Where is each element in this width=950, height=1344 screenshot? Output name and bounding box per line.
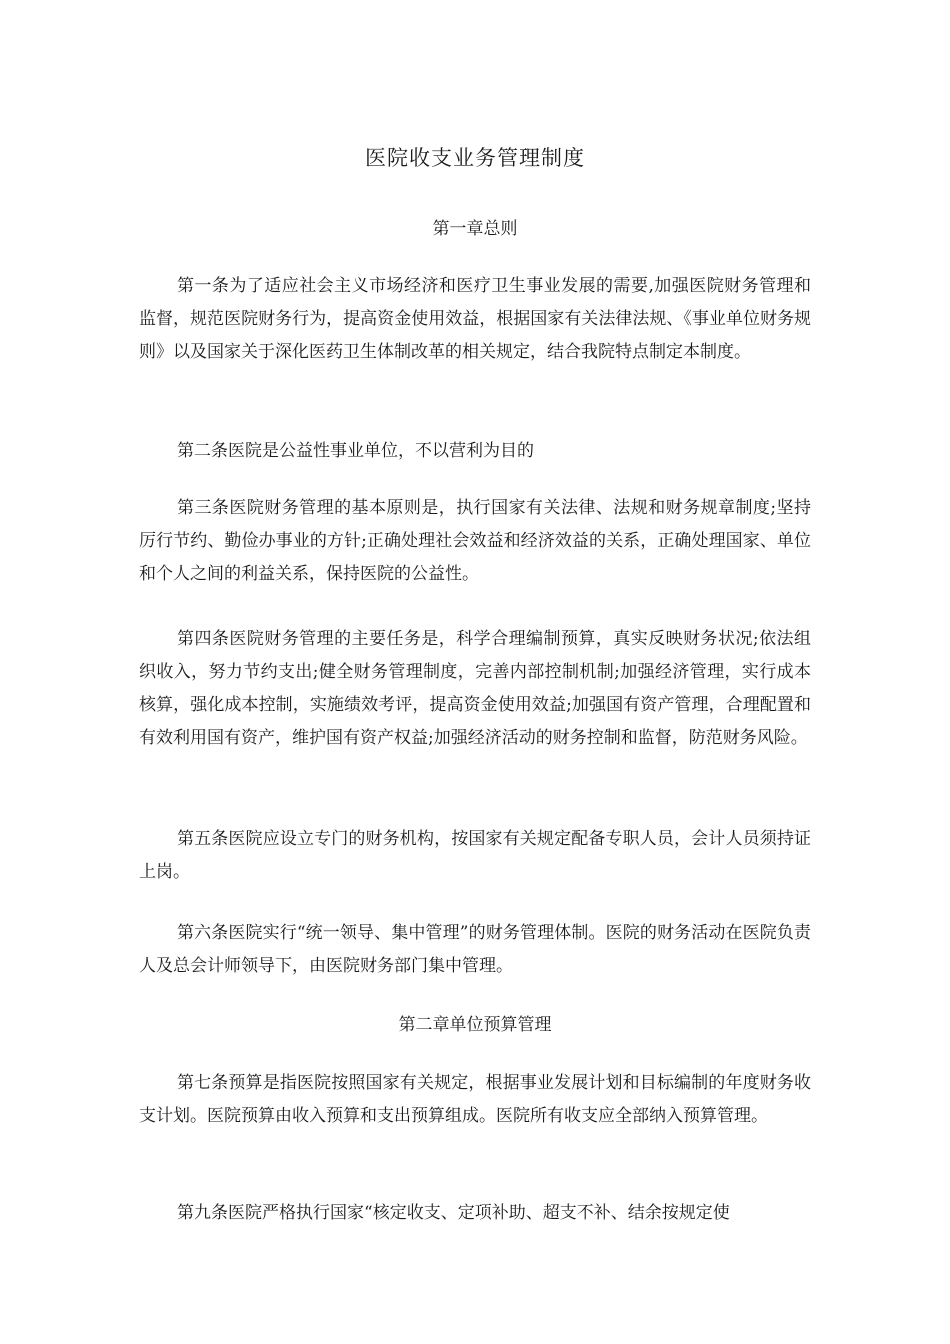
article-3-paragraph: 第三条医院财务管理的基本原则是，执行国家有关法律、法规和财务规章制度;坚持厉行节约、勤俭办事业的方针;正确处理社会效益和经济效益的关系，正确处理国家、单位和个人之间的利益关系，保持医院的公益性。 — [139, 498, 811, 584]
document-title: 医院收支业务管理制度 — [365, 146, 585, 170]
article-7-paragraph: 第七条预算是指医院按照国家有关规定，根据事业发展计划和目标编制的年度财务收支计划。医院预算由收入预算和支出预算组成。医院所有收支应全部纳入预算管理。 — [139, 1073, 811, 1126]
article-2-paragraph: 第二条医院是公益性事业单位，不以营利为目的 — [177, 441, 534, 461]
article-4-paragraph: 第四条医院财务管理的主要任务是，科学合理编制预算，真实反映财务状况;依法组织收入，努力节约支出;健全财务管理制度，完善内部控制机制;加强经济管理，实行成本核算，强化成本控制，实施绩效考评，提高资金使用效益;加强国有资产管理，合理配置和有效利用国有资产，维护国有资产权益;加强经济活动的财务控制和监督，防范财务风险。 — [139, 629, 811, 748]
article-1-paragraph: 第一条为了适应社会主义市场经济和医疗卫生事业发展的需要,加强医院财务管理和监督，规范医院财务行为，提高资金使用效益，根据国家有关法律法规、《事业单位财务规则》以及国家关于深化医药卫生体制改革的相关规定，结合我院特点制定本制度。 — [139, 276, 811, 362]
chapter-heading-2: 第二章单位预算管理 — [398, 1015, 552, 1035]
article-5-paragraph: 第五条医院应设立专门的财务机构，按国家有关规定配备专职人员，会计人员须持证上岗。 — [139, 829, 811, 882]
article-9-paragraph: 第九条医院严格执行国家“核定收支、定项补助、超支不补、结余按规定使 — [177, 1203, 730, 1223]
chapter-heading-1: 第一章总则 — [432, 219, 518, 239]
article-6-paragraph: 第六条医院实行“统一领导、集中管理”的财务管理体制。医院的财务活动在医院负责人及总会计师领导下，由医院财务部门集中管理。 — [139, 923, 811, 976]
